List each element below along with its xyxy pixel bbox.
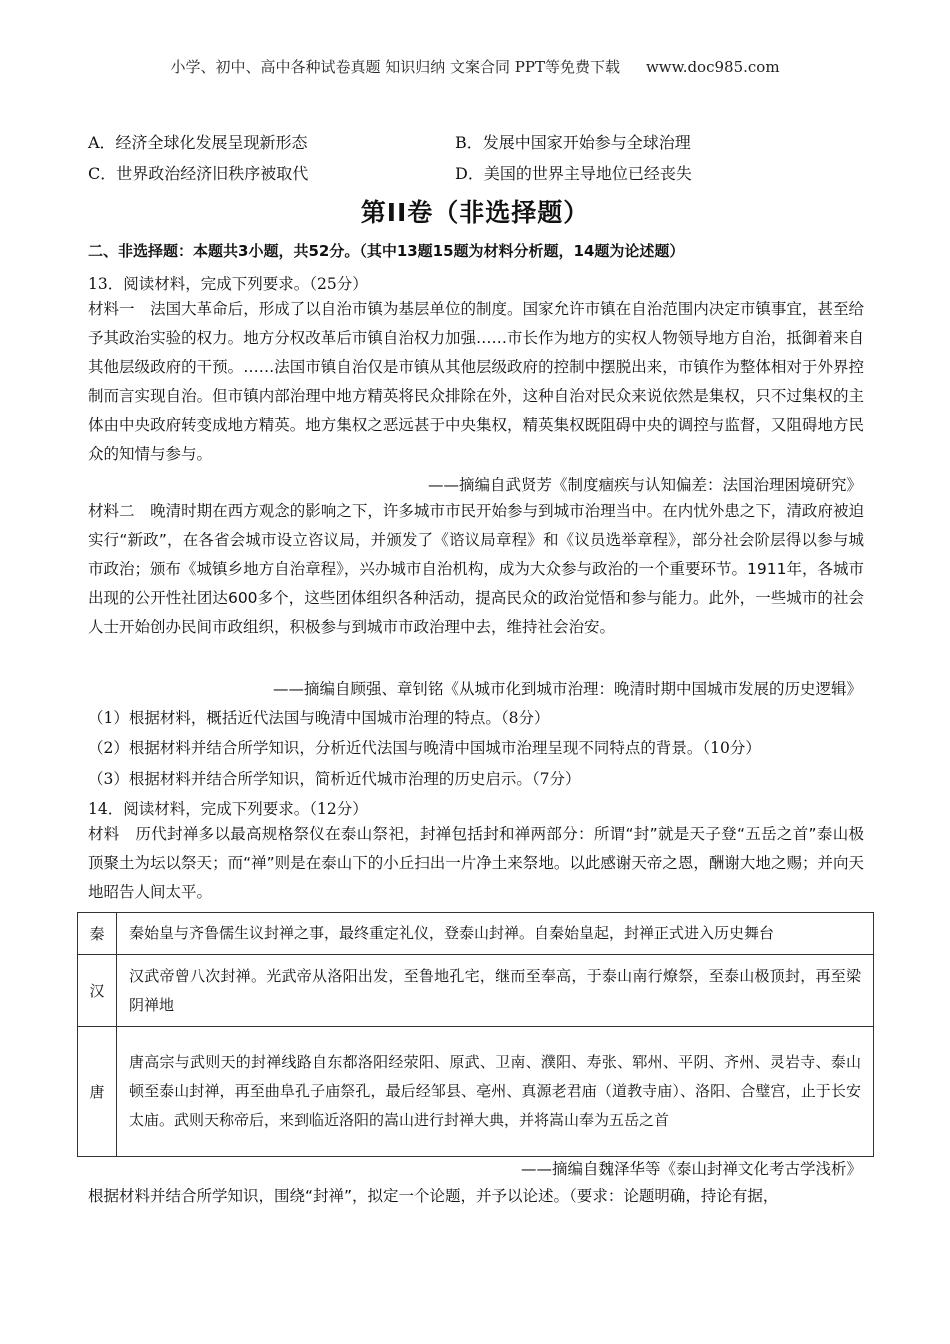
part-heading: 二、非选择题：本题共3小题，共52分。（其中13题15题为材料分析题，14题为论述题） xyxy=(88,242,685,260)
q13-material-1: 材料一 法国大革命后，形成了以自治市镇为基层单位的制度。国家允许市镇在自治范围内决定市镇事宜，甚至给予其政治实验的权力。地方分权改革后市镇自治权力加强……市长作为地方的实权人物领导地方自治，抵御着来自其他层级政府的干预。……法国市镇自治仅是市镇从其他层级政府的控制中摆脱出来，市镇作为整体相对于外界控制而言实现自治。但市镇内部治理中地方精英将民众排除在外，这种自治对民众来说依然是集权，只不过集权的主体由中央政府转变成地方精英。地方集权之恶远甚于中央集权，精英集权既阻碍中央的调控与监督，又阻碍地方民众的知情与参与。 xyxy=(88,300,864,463)
dynasty-cell: 秦 xyxy=(78,913,117,955)
option-d: D．美国的世界主导地位已经丧失 xyxy=(455,164,692,183)
table-row xyxy=(78,1027,874,1157)
option-b: B．发展中国家开始参与全球治理 xyxy=(455,133,691,152)
option-a: A．经济全球化发展呈现新形态 xyxy=(88,133,308,152)
header-url[interactable]: www.doc985.com xyxy=(645,58,780,76)
q13-sub-question-1: （1）根据材料，概括近代法国与晚清中国城市治理的特点。（8分） xyxy=(88,709,550,727)
q13-citation-2: ——摘编自顾强、章钊铭《从城市化到城市治理：晚清时期中国城市发展的历史逻辑》 xyxy=(272,680,862,698)
q13-sub-question-2: （2）根据材料并结合所学知识，分析近代法国与晚清中国城市治理呈现不同特点的背景。（10分） xyxy=(88,739,761,757)
q14-citation: ——摘编自魏泽华等《泰山封禅文化考古学浅析》 xyxy=(520,1160,862,1178)
option-c: C．世界政治经济旧秩序被取代 xyxy=(88,164,309,183)
q14-material: 材料 历代封禅多以最高规格祭仪在泰山祭祀，封禅包括封和禅两部分：所谓“封”就是天子登“五岳之首”泰山极顶聚土为坛以祭天；而“禅”则是在泰山下的小丘扫出一片净土来祭地。以此感谢天帝之恩，酬谢大地之赐；并向天地昭告人间太平。 xyxy=(88,825,864,901)
table-row xyxy=(78,913,874,955)
q14-prompt: 根据材料并结合所学知识，围绕“封禅”，拟定一个论题，并予以论述。（要求：论题明确，持论有据， xyxy=(88,1187,779,1205)
page-header xyxy=(0,56,950,77)
description-cell: 秦始皇与齐鲁儒生议封禅之事，最终重定礼仪，登泰山封禅。自秦始皇起，封禅正式进入历史舞台 xyxy=(117,913,874,955)
dynasty-cell: 汉 xyxy=(78,955,117,1027)
header-text: 小学、初中、高中各种试卷真题 知识归纳 文案合同 PPT等免费下载 xyxy=(170,58,620,76)
q13-material-2: 材料二 晚清时期在西方观念的影响之下，许多城市市民开始参与到城市治理当中。在内忧外患之下，清政府被迫实行“新政”，在各省会城市设立咨议局，并颁发了《谘议局章程》和《议员选举章程》，部分社会阶层得以参与城市政治；颁布《城镇乡地方自治章程》，兴办城市自治机构，成为大众参与政治的一个重要环节。1911年，各城市出现的公开性社团达600多个，这些团体组织各种活动，提高民众的政治觉悟和参与能力。此外，一些城市的社会人士开始创办民间市政组织，积极参与到城市市政治理中去，维持社会治安。 xyxy=(88,502,864,636)
description-cell: 汉武帝曾八次封禅。光武帝从洛阳出发，至鲁地孔宅，继而至奉高，于泰山南行燎祭，至泰山极顶封，再至梁阴禅地 xyxy=(117,955,874,1027)
q13-citation-1: ——摘编自武贤芳《制度痼疾与认知偏差：法国治理困境研究》 xyxy=(427,476,862,494)
q14-title: 14．阅读材料，完成下列要求。（12分） xyxy=(88,800,368,818)
section-title: 第II卷（非选择题） xyxy=(360,198,590,227)
dynasty-cell: 唐 xyxy=(78,1027,117,1157)
description-cell: 唐高宗与武则天的封禅线路自东都洛阳经荥阳、原武、卫南、濮阳、寿张、郓州、平阴、齐州、灵岩寺、泰山顿至泰山封禅，再至曲阜孔子庙祭孔，最后经邹县、亳州、真源老君庙（道教寺庙）、洛阳、合璧宫，止于长安太庙。武则天称帝后，来到临近洛阳的嵩山进行封禅大典，并将嵩山奉为五岳之首 xyxy=(117,1027,874,1157)
table-row xyxy=(78,955,874,1027)
q13-sub-question-3: （3）根据材料并结合所学知识，简析近代城市治理的历史启示。（7分） xyxy=(88,770,581,788)
feng-shan-table xyxy=(77,912,874,1157)
q13-title: 13．阅读材料，完成下列要求。（25分） xyxy=(88,275,368,293)
